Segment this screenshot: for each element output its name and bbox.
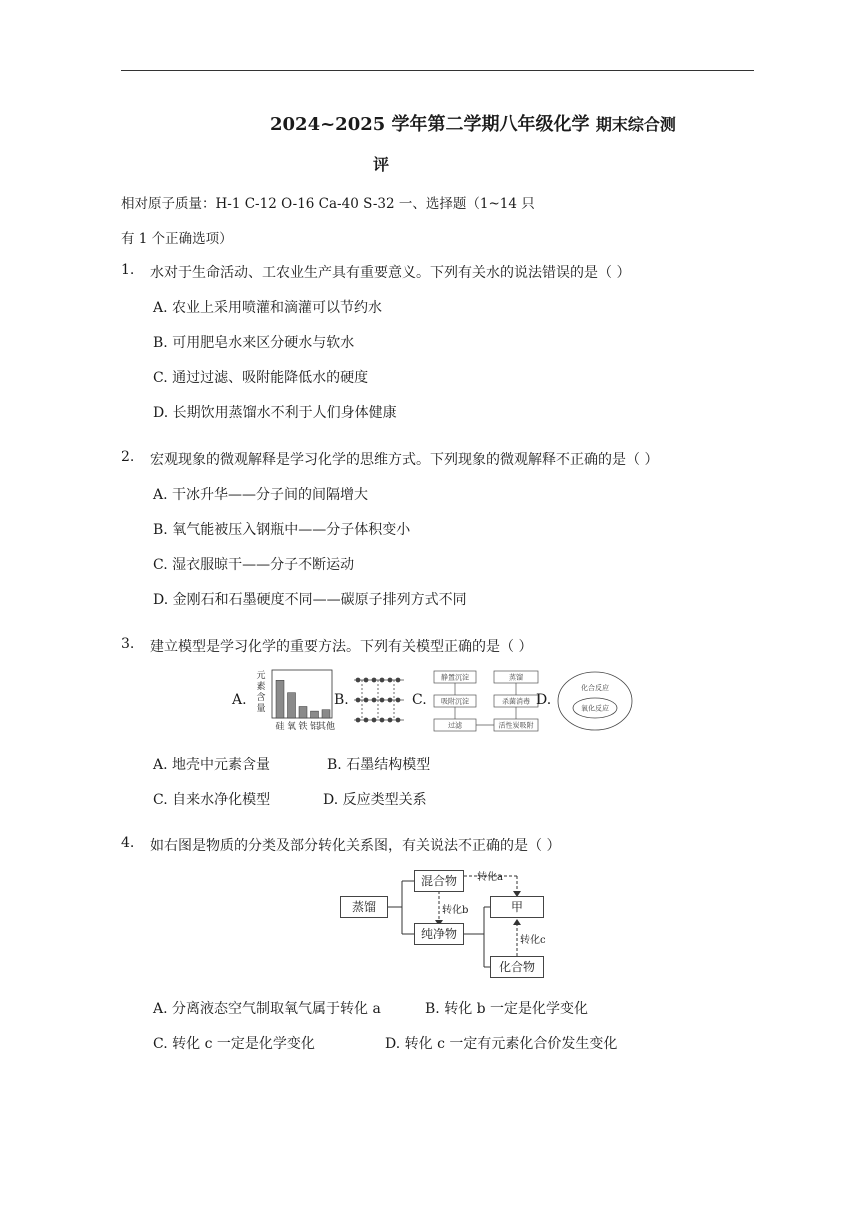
question-3-stem: 建立模型是学习化学的重要方法。下列有关模型正确的是（ ）	[150, 639, 533, 655]
question-1-number: 1.	[121, 262, 135, 278]
question-4-stem: 如右图是物质的分类及部分转化关系图，有关说法不正确的是（ ）	[150, 838, 561, 854]
exam-title	[270, 110, 676, 136]
question-2-number: 2.	[121, 449, 135, 465]
arrow-label-a: 转化a	[477, 872, 503, 883]
flow-box-adsorb: 吸附沉淀	[441, 697, 469, 706]
bar-0	[276, 680, 284, 718]
crust-element-bar-chart	[252, 668, 336, 734]
bar-label-1: 氧	[286, 722, 297, 732]
q4-option-d[interactable]: D. 转化 c 一定有元素化合价发生变化	[385, 1036, 618, 1052]
flow-box-distill: 蒸馏	[509, 673, 523, 682]
venn-inner-label: 氧化反应	[581, 704, 609, 713]
exam-title-wrap: 评	[373, 155, 390, 174]
exam-title-tail: 期末综合测	[595, 115, 676, 134]
q1-option-a[interactable]: A. 农业上采用喷灌和滴灌可以节约水	[153, 300, 383, 316]
q2-option-a[interactable]: A. 干冰升华——分子间的间隔增大	[153, 487, 369, 503]
flow-box-carbon: 活性炭吸附	[498, 721, 534, 730]
bar-ylabel-char-1: 素	[256, 682, 266, 692]
venn-outer-label: 化合反应	[581, 684, 609, 692]
q3-model-figures	[230, 668, 640, 734]
flow-box-filter: 过滤	[448, 721, 462, 730]
bar-label-2: 铁	[298, 722, 308, 732]
q2-option-c[interactable]: C. 湿衣服晾干——分子不断运动	[153, 557, 355, 573]
bar-ylabel-char-3: 量	[256, 704, 266, 714]
question-2-stem: 宏观现象的微观解释是学习化学的思维方式。下列现象的微观解释不正确的是（ ）	[150, 452, 659, 468]
bar-label-0: 硅	[275, 722, 285, 732]
q3-fig-label-a: A.	[232, 692, 247, 708]
node-pure-substance: 纯净物	[414, 923, 464, 945]
reaction-type-venn	[556, 670, 634, 732]
q1-option-b[interactable]: B. 可用肥皂水来区分硬水与软水	[153, 335, 355, 351]
section-instruction: 有 1 个正确选项）	[121, 231, 233, 247]
bar-label-4: 其他	[316, 722, 336, 732]
flow-box-settle: 静置沉淀	[441, 673, 469, 682]
arrow-label-c: 转化c	[520, 935, 546, 946]
node-jia: 甲	[490, 896, 544, 918]
q3-fig-label-c: C.	[412, 692, 427, 708]
bar-label-3: 铝	[309, 722, 320, 732]
q2-option-b[interactable]: B. 氧气能被压入钢瓶中——分子体积变小	[153, 522, 411, 538]
q2-option-d[interactable]: D. 金刚石和石墨硬度不同——碳原子排列方式不同	[153, 592, 467, 608]
q1-option-c[interactable]: C. 通过过滤、吸附能降低水的硬度	[153, 370, 369, 386]
q4-option-b[interactable]: B. 转化 b 一定是化学变化	[425, 1001, 589, 1017]
q3-fig-label-d: D.	[536, 692, 552, 708]
bar-ylabel-char-2: 含	[256, 693, 266, 703]
bar-4	[322, 710, 330, 718]
q3-option-b[interactable]: B. 石墨结构模型	[327, 757, 431, 773]
exam-title-main: 2024~2025 学年第二学期八年级化学	[270, 114, 590, 135]
q3-option-d[interactable]: D. 反应类型关系	[323, 792, 427, 808]
q3-option-a[interactable]: A. 地壳中元素含量	[153, 757, 271, 773]
header-rule	[121, 70, 754, 71]
node-mixture: 混合物	[414, 870, 464, 892]
q3-option-c[interactable]: C. 自来水净化模型	[153, 792, 271, 808]
bar-2	[299, 707, 307, 719]
q4-classification-diagram	[340, 864, 550, 979]
graphite-structure-icon	[352, 670, 406, 732]
flow-box-disinfect: 杀菌消毒	[502, 697, 530, 706]
bar-ylabel-char-0: 元	[256, 671, 266, 681]
q4-option-c[interactable]: C. 转化 c 一定是化学变化	[153, 1036, 315, 1052]
question-1-stem: 水对于生命活动、工农业生产具有重要意义。下列有关水的说法错误的是（ ）	[150, 265, 631, 281]
bar-1	[288, 693, 296, 718]
water-purification-flow	[432, 669, 542, 733]
q1-option-d[interactable]: D. 长期饮用蒸馏水不利于人们身体健康	[153, 405, 397, 421]
node-compound: 化合物	[490, 956, 544, 978]
q3-fig-label-b: B.	[334, 692, 349, 708]
atomic-mass-line: 相对原子质量：H-1 C-12 O-16 Ca-40 S-32 一、选择题（1~14 只	[121, 196, 535, 212]
q4-option-a[interactable]: A. 分离液态空气制取氧气属于转化 a	[153, 1001, 381, 1017]
bar-3	[311, 711, 319, 718]
arrow-label-b: 转化b	[442, 905, 469, 916]
question-4-number: 4.	[121, 835, 135, 851]
node-distillation: 蒸馏	[340, 896, 388, 918]
question-3-number: 3.	[121, 636, 135, 652]
